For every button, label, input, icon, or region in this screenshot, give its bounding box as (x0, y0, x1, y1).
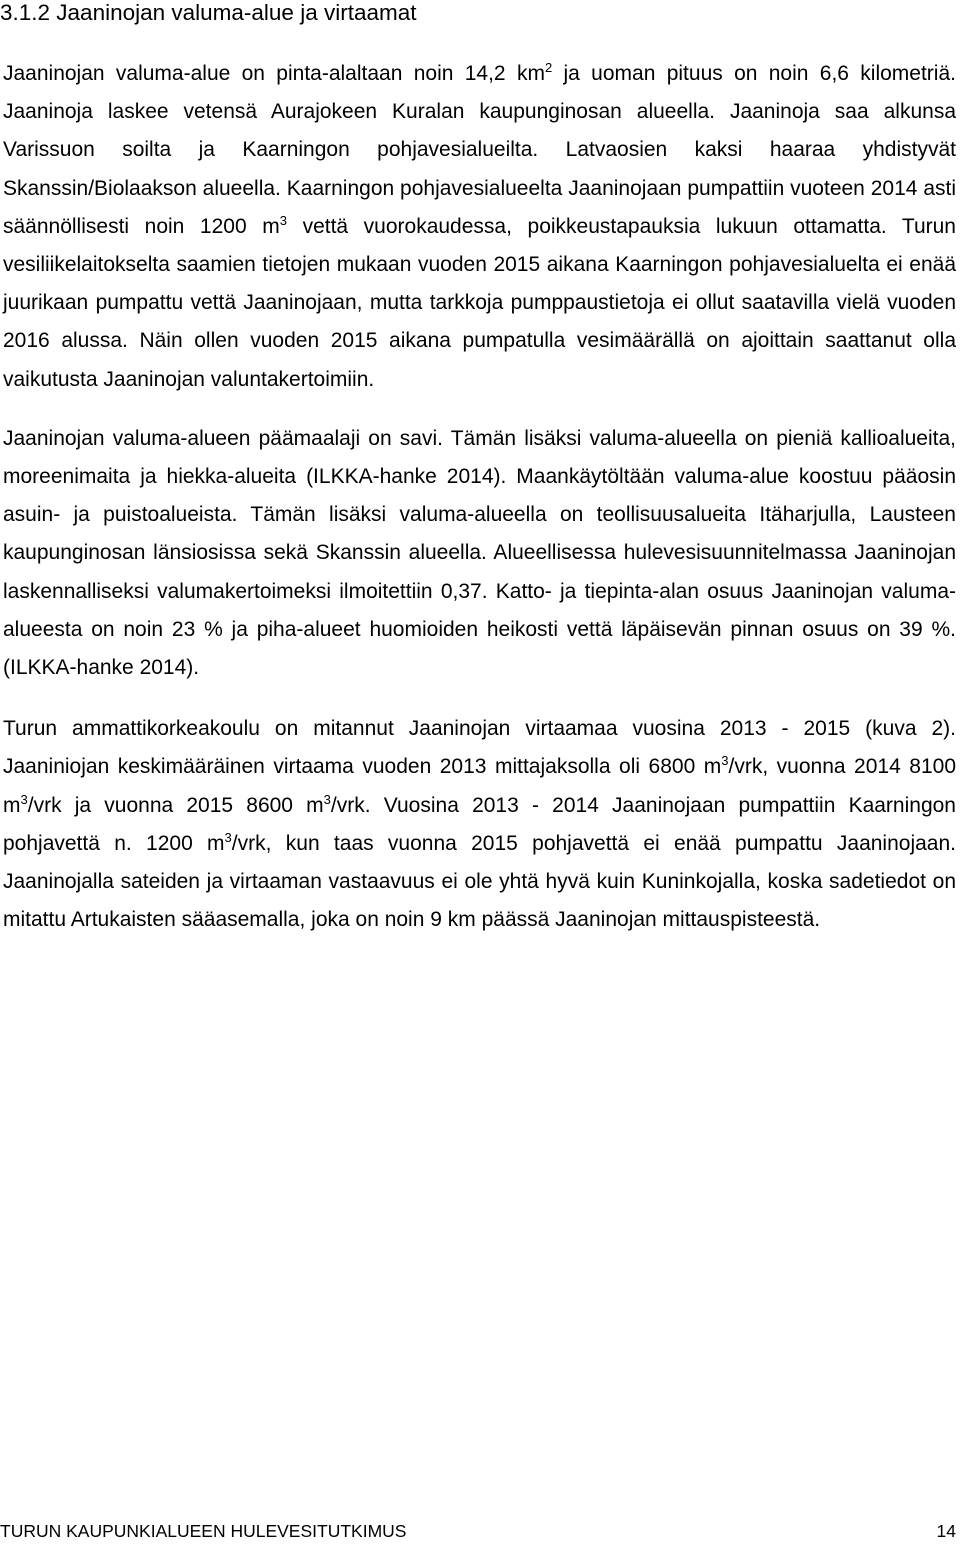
paragraph-text: Jaaninojan valuma-alue on pinta-alaltaan noin 14,2 km (3, 62, 545, 85)
paragraph-text: ja uoman pituus on noin 6,6 kilometriä. Jaaninoja laskee vetensä Aurajokeen Kuralan kaupunginosan alueella. Jaaninoja saa alkunsa Varissuon soilta ja Kaarningon pohjavesialueilta. Latvaosien kaksi haaraa yhdistyvät Skanssin/Biolaakson alueella. Kaarningon pohjavesialueelta Jaaninojaan pumpattiin vuoteen 2014 asti säännöllisesti noin 1200 m (3, 62, 956, 238)
body-text (3, 55, 956, 939)
page-number: 14 (936, 1521, 956, 1541)
superscript: 3 (721, 753, 729, 769)
superscript: 2 (544, 59, 553, 75)
section-heading: 3.1.2 Jaaninojan valuma-alue ja virtaamat (0, 0, 417, 25)
paragraph-text: Turun ammattikorkeakoulu on mitannut Jaaninojan virtaamaa vuosina 2013 - 2015 (kuva 2). Jaaniniojan keskimääräinen virtaama vuoden 2013 mittajaksolla oli 6800 m (3, 717, 956, 779)
superscript: 3 (20, 791, 28, 807)
paragraph-text: /vrk ja vuonna 2015 8600 m (27, 793, 324, 817)
footer-title: TURUN KAUPUNKIALUEEN HULEVESITUTKIMUS (0, 1521, 407, 1541)
paragraph-text: /vrk, vuonna 2014 8100 m (3, 755, 956, 817)
paragraph-catchment-description (3, 55, 956, 399)
superscript: 3 (279, 212, 287, 228)
paragraph-soil-and-land-use (3, 420, 956, 687)
superscript: 3 (323, 791, 331, 807)
paragraph-text: Jaaninojan valuma-alueen päämaalaji on savi. Tämän lisäksi valuma-alueella on pieniä kallioalueita, moreenimaita ja hiekka-alueita (ILKKA-hanke 2014). Maankäytöltään valuma-alue koostuu pääosin asuin- ja puistoalueista. Tämän lisäksi valuma-alueella on teollisuusalueita Itäharjulla, Lausteen kaupunginosan länsiosissa sekä Skanssin alueella. Alueellisessa hulevesisuunnitelmassa Jaaninojan laskennalliseksi valumakertoimeksi ilmoitettiin 0,37. Katto- ja tiepinta-alan osuus Jaaninojan valuma-alueesta on noin 23 % ja piha-alueet huomioiden heikosti vettä läpäisevän pinnan osuus on 39 %. (ILKKA-hanke 2014). (3, 426, 956, 680)
superscript: 3 (224, 829, 232, 845)
paragraph-text: /vrk. Vuosina 2013 - 2014 Jaaninojaan pumpattiin Kaarningon pohjavettä n. 1200 m (3, 793, 956, 855)
page-footer (0, 1519, 956, 1543)
paragraph-flow-measurements (3, 710, 956, 939)
paragraph-text: /vrk, kun taas vuonna 2015 pohjavettä ei enää pumpattu Jaaninojaan. Jaaninojalla sateiden ja virtaaman vastaavuus ei ole yhtä hyvä kuin Kuninkojalla, koska sadetiedot on mitattu Artukaisten sääasemalla, joka on noin 9 km päässä Jaaninojan mittauspisteestä. (3, 831, 956, 932)
paragraph-text: vettä vuorokaudessa, poikkeustapauksia lukuun ottamatta. Turun vesiliikelaitokselta saamien tietojen mukaan vuoden 2015 aikana Kaarningon pohjavesialuelta ei enää juurikaan pumpattu vettä Jaaninojaan, mutta tarkkoja pumppaustietoja ei ollut saatavilla vielä vuoden 2016 alussa. Näin ollen vuoden 2015 aikana pumpatulla vesimäärällä on ajoittain saattanut olla vaikutusta Jaaninojan valuntakertoimiin. (3, 214, 956, 391)
